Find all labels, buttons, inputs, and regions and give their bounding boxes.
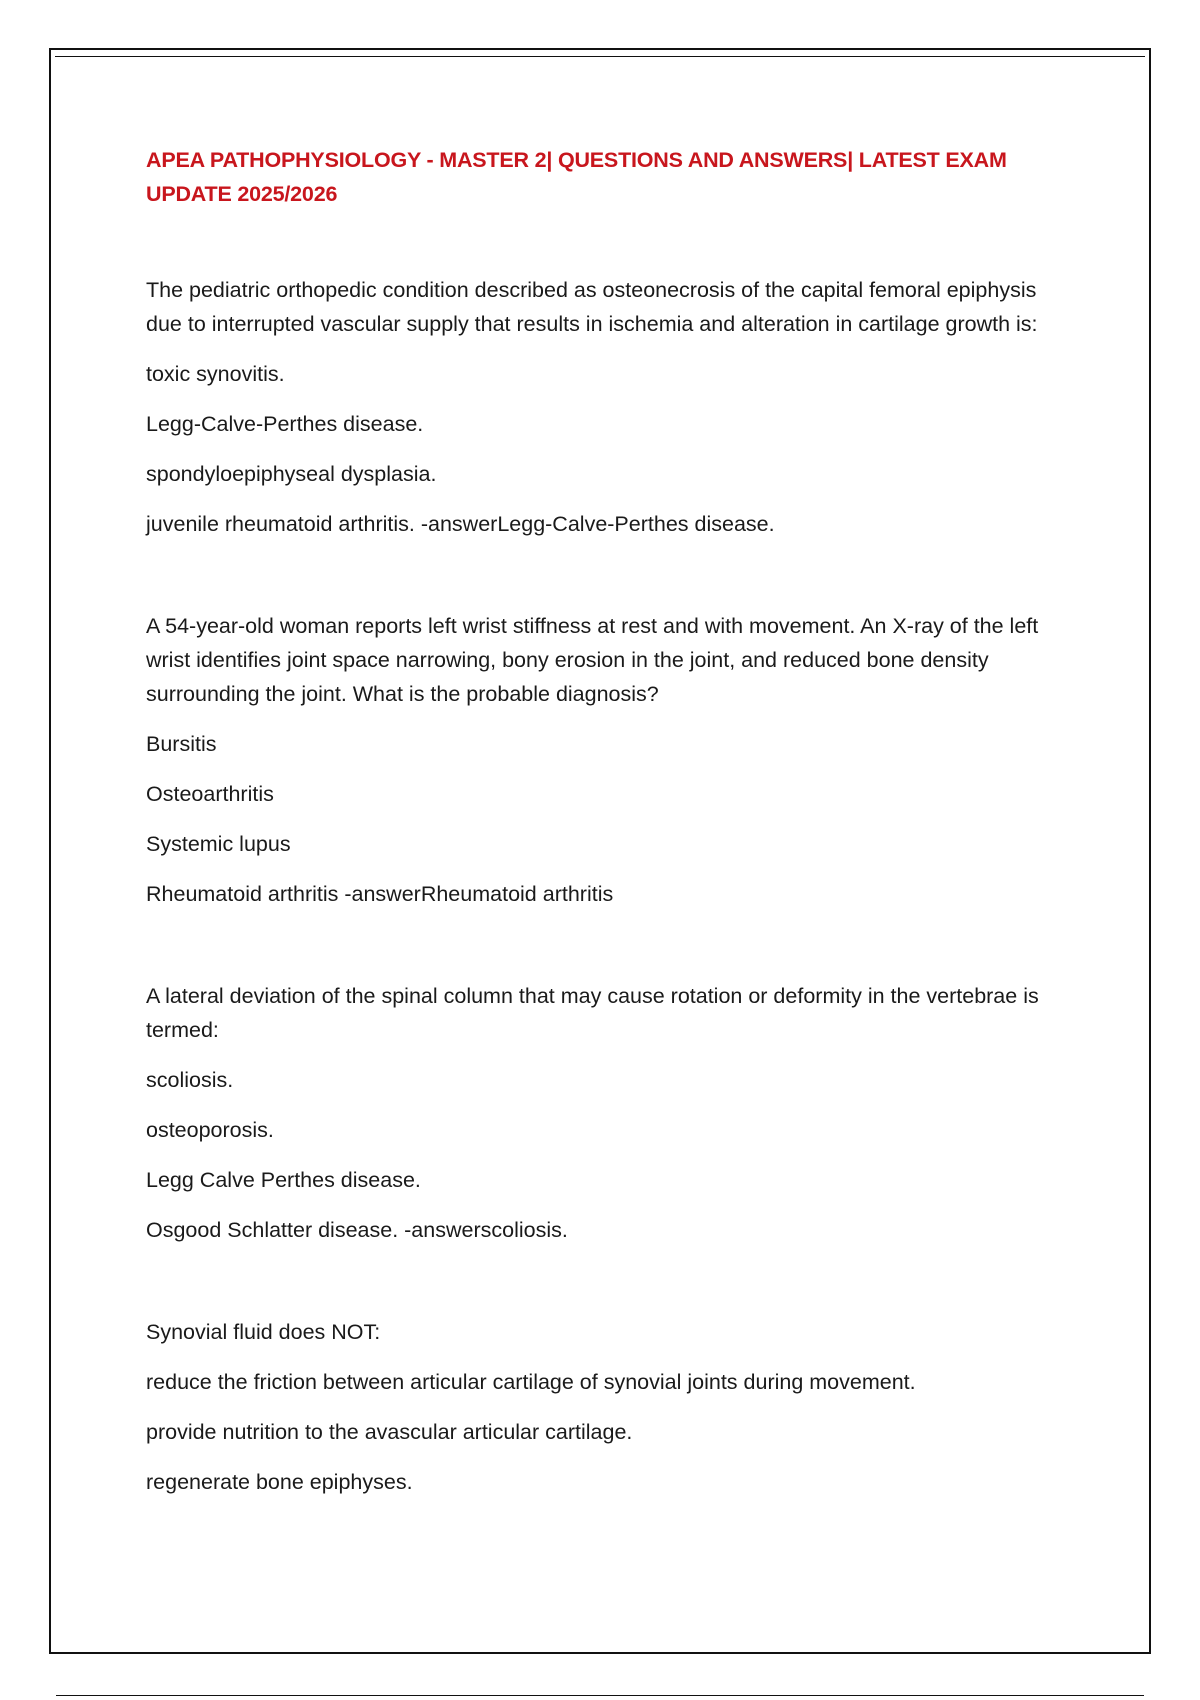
answer-option: spondyloepiphyseal dysplasia. <box>146 462 437 486</box>
answer-option: juvenile rheumatoid arthritis. -answerLegg-Calve-Perthes disease. <box>146 512 775 536</box>
answer-option: scoliosis. <box>146 1068 234 1092</box>
answer-option: Legg-Calve-Perthes disease. <box>146 412 424 436</box>
question-text: A lateral deviation of the spinal column that may cause rotation or deformity in the vertebrae is termed: <box>146 984 1039 1042</box>
question-text: A 54-year-old woman reports left wrist stiffness at rest and with movement. An X-ray of the left wrist identifies joint space narrowing, bony erosion in the joint, and reduced bone density surrounding the joint. What is the probable diagnosis? <box>146 614 1039 706</box>
question-4 <box>146 1315 1066 1499</box>
answer-option: Bursitis <box>146 732 217 756</box>
answer-option: provide nutrition to the avascular articular cartilage. <box>146 1420 633 1444</box>
question-2 <box>146 609 1066 911</box>
answer-option: osteoporosis. <box>146 1118 274 1142</box>
answer-option: Systemic lupus <box>146 832 291 856</box>
next-page-top-rule <box>56 1695 1144 1696</box>
answer-option: Rheumatoid arthritis -answerRheumatoid arthritis <box>146 882 614 906</box>
answer-option: Osteoarthritis <box>146 782 274 806</box>
document-content <box>146 143 1066 1499</box>
question-1 <box>146 273 1066 541</box>
answer-option: toxic synovitis. <box>146 362 285 386</box>
document-title: APEA PATHOPHYSIOLOGY - MASTER 2| QUESTIONS AND ANSWERS| LATEST EXAM UPDATE 2025/2026 <box>146 148 1007 206</box>
answer-option: regenerate bone epiphyses. <box>146 1470 413 1494</box>
answer-option: Osgood Schlatter disease. -answerscoliosis. <box>146 1218 568 1242</box>
question-text: The pediatric orthopedic condition described as osteonecrosis of the capital femoral epiphysis due to interrupted vascular supply that results in ischemia and alteration in cartilage growth is: <box>146 278 1038 336</box>
question-text: Synovial fluid does NOT: <box>146 1320 381 1344</box>
page-frame-inner-rule <box>55 56 1145 57</box>
answer-option: reduce the friction between articular cartilage of synovial joints during movement. <box>146 1370 916 1394</box>
answer-option: Legg Calve Perthes disease. <box>146 1168 421 1192</box>
question-3 <box>146 979 1066 1247</box>
